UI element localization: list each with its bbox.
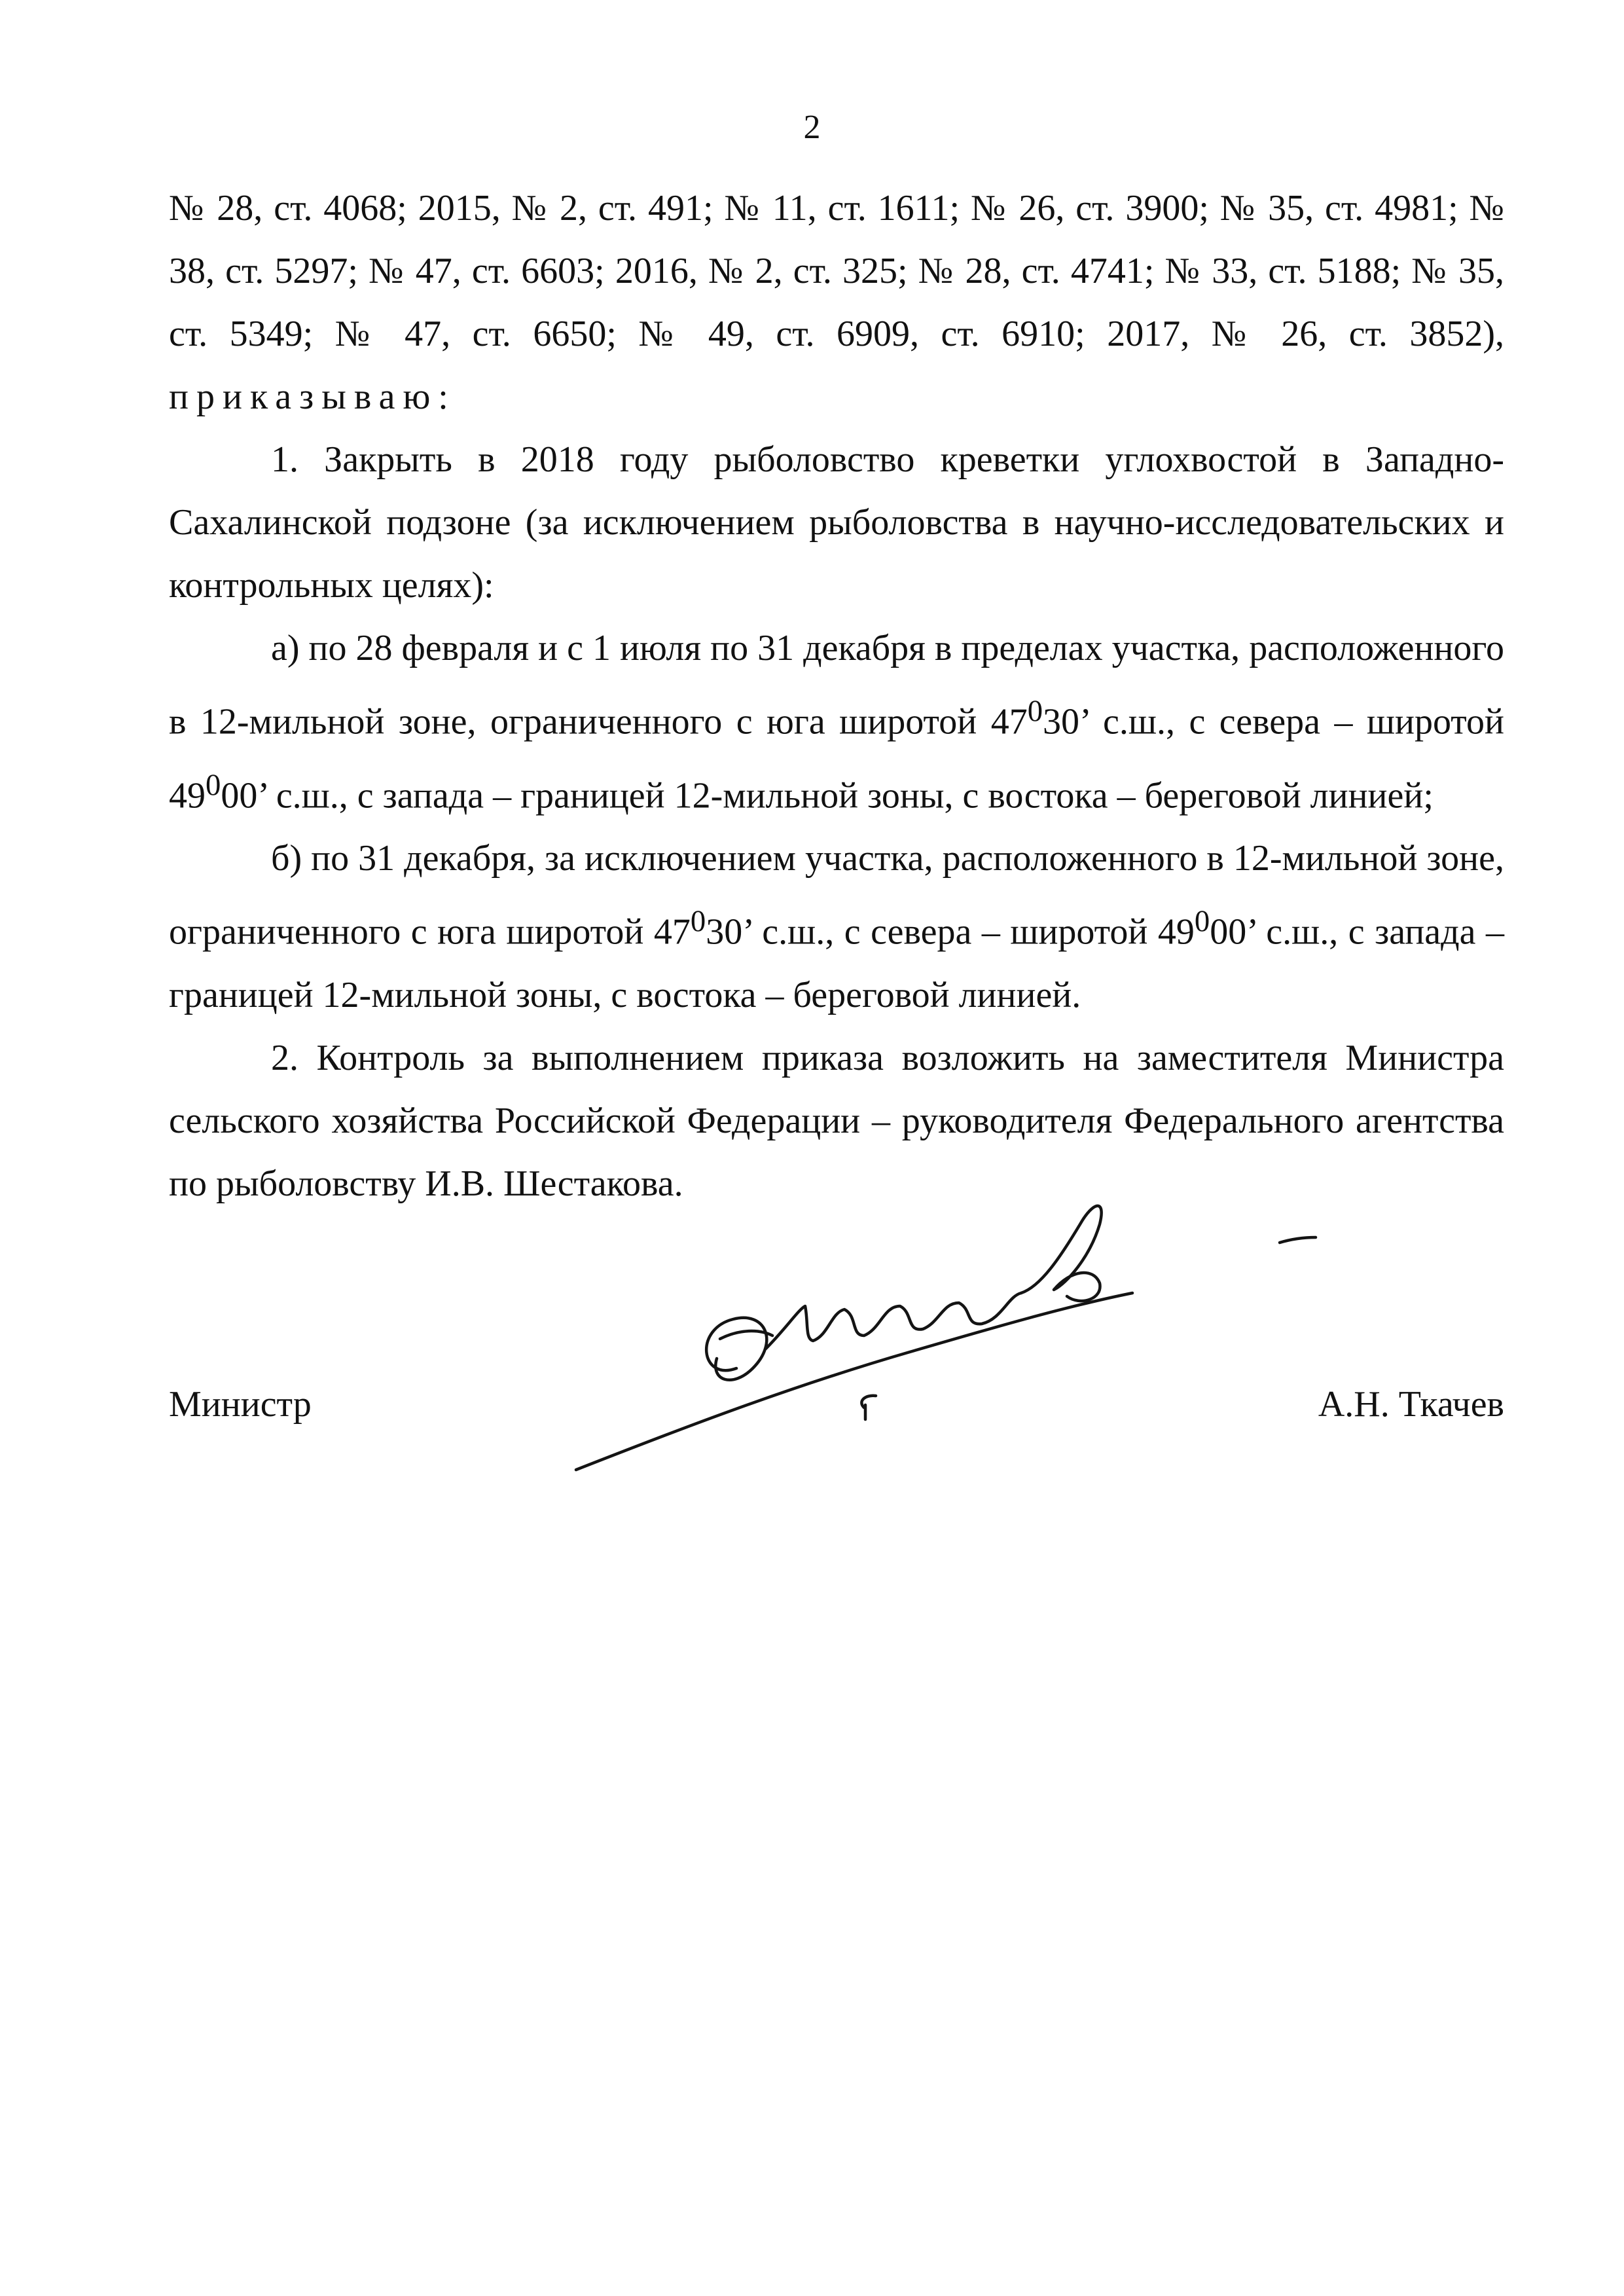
item-1a-text-1: а) по 28 февраля и с 1 июля по 31 декабря в пределах участка, расположенного в 12-мильной зоне, ограниченного с юга широтой 47 (169, 628, 1504, 742)
document-body (169, 177, 1504, 1215)
page-number: 2 (803, 109, 821, 146)
degree-mark: 0 (690, 904, 706, 939)
paragraph-item-2: 2. Контроль за выполнением приказа возложить на заместителя Министра сельского хозяйства Российской Федерации – руководителя Федерального агентства по рыболовству И.В. Шестакова. (169, 1037, 1504, 1204)
signatory-title: Министр (169, 1384, 312, 1425)
paragraph-item-1: 1. Закрыть в 2018 году рыболовство креветки углохвостой в Западно-Сахалинской подзоне (за исключением рыболовства в научно-исследовательских и контрольных целях): (169, 439, 1504, 606)
paragraph-continuation (169, 177, 1504, 428)
paragraph-item-1a (169, 617, 1504, 827)
degree-mark: 0 (1027, 694, 1043, 728)
item-1a-text-3: 00’ с.ш., с запада – границей 12-мильной зоны, с востока – береговой линией; (221, 775, 1434, 816)
degree-mark: 0 (206, 767, 221, 802)
item-1b-text-3: 00’ с.ш., с запада – границей 12-мильной зоны, с востока – береговой линией. (169, 911, 1504, 1015)
order-word: приказываю: (169, 376, 456, 417)
legal-references: № 28, ст. 4068; 2015, № 2, ст. 491; № 11, ст. 1611; № 26, ст. 3900; № 35, ст. 4981; № 38, ст. 5297; № 47, ст. 6603; 2016, № 2, ст. 325; № 28, ст. 4741; № 33, ст. 5188; № 35, ст. 5349; № 47, ст. 6650; № 49, ст. 6909, ст. 6910; 2017, № 26, ст. 3852), (169, 188, 1504, 354)
signature-row (169, 1375, 1504, 1434)
signatory-name: А.Н. Ткачев (1318, 1384, 1504, 1425)
degree-mark: 0 (1194, 904, 1210, 939)
handwritten-signature (569, 1172, 1322, 1486)
paragraph-item-1b (169, 827, 1504, 1027)
item-1b-text-1: б) по 31 декабря, за исключением участка, расположенного в 12-мильной зоне, ограниченного с юга широтой 47 (169, 838, 1504, 953)
item-1b-text-2: 30’ с.ш., с севера – широтой 49 (706, 911, 1195, 953)
item-1a-text-2: 30’ с.ш., с севера – широтой 49 (169, 701, 1504, 816)
